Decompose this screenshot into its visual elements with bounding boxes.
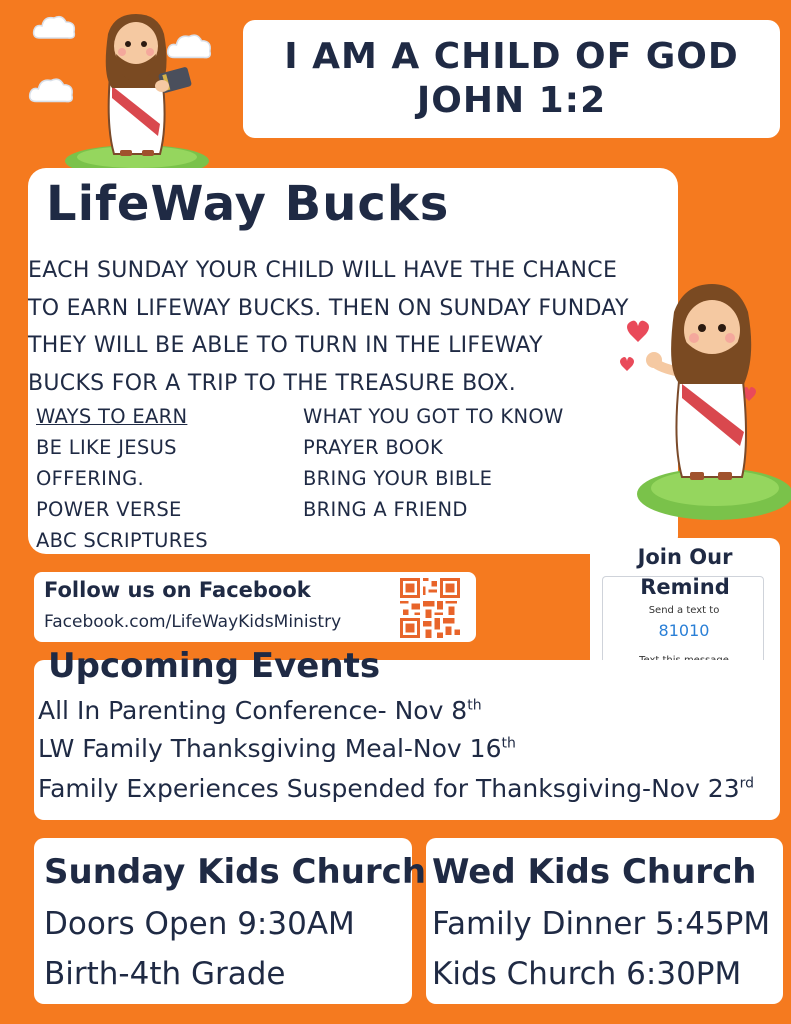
- title-banner: [243, 20, 780, 138]
- list-item: BE LIKE JESUS: [36, 436, 177, 459]
- description-line: THEY WILL BE ABLE TO TURN IN THE LIFEWAY: [28, 333, 543, 358]
- list-item: BRING A FRIEND: [303, 498, 468, 521]
- section-title: Sunday Kids Church: [44, 852, 427, 892]
- list-item: ABC SCRIPTURES: [36, 529, 208, 552]
- schedule-line: Birth-4th Grade: [44, 956, 286, 992]
- jesus-with-book-illustration: [62, 6, 212, 181]
- wed-kids-church-section: [426, 838, 783, 1004]
- list-item: PRAYER BOOK: [303, 436, 444, 459]
- schedule-line: Kids Church 6:30PM: [432, 956, 742, 992]
- ways-to-earn-list: [36, 401, 208, 556]
- list-item: POWER VERSE: [36, 498, 182, 521]
- facebook-url[interactable]: Facebook.com/LifeWayKidsMinistry: [44, 612, 342, 632]
- facebook-section: [34, 572, 476, 642]
- list-heading: WAYS TO EARN: [36, 405, 188, 428]
- lifeway-bucks-section: [28, 168, 678, 554]
- event-item: Family Experiences Suspended for Thanksgiving-Nov 23rd: [38, 774, 755, 803]
- list-heading: WHAT YOU GOT TO KNOW: [303, 405, 564, 428]
- description-line: EACH SUNDAY YOUR CHILD WILL HAVE THE CHANCE: [28, 258, 618, 283]
- bucks-description: [28, 252, 688, 402]
- remind-title-line: Remind: [640, 575, 730, 599]
- section-title: LifeWay Bucks: [46, 176, 450, 232]
- description-line: TO EARN LIFEWAY BUCKS. THEN ON SUNDAY FUNDAY: [28, 295, 629, 321]
- list-item: OFFERING.: [36, 467, 144, 490]
- scripture-reference: JOHN 1:2: [416, 80, 607, 121]
- description-line: BUCKS FOR A TRIP TO THE TREASURE BOX.: [28, 370, 517, 396]
- schedule-line: Family Dinner 5:45PM: [432, 906, 771, 942]
- remind-title-line: Join Our: [637, 545, 733, 569]
- sunday-kids-church-section: [34, 838, 427, 1004]
- list-item: BRING YOUR BIBLE: [303, 467, 493, 490]
- page-title: I AM A CHILD OF GOD: [284, 36, 739, 77]
- event-item: LW Family Thanksgiving Meal-Nov 16th: [38, 734, 516, 763]
- remind-number[interactable]: 81010: [658, 621, 710, 640]
- qr-code-icon[interactable]: [400, 578, 460, 638]
- event-item: All In Parenting Conference- Nov 8th: [38, 696, 482, 725]
- send-label: Send a text to: [648, 605, 720, 616]
- facebook-title: Follow us on Facebook: [44, 578, 311, 602]
- schedule-line: Doors Open 9:30AM: [44, 906, 355, 942]
- section-title: Wed Kids Church: [432, 852, 757, 892]
- upcoming-events-section: [34, 646, 780, 820]
- section-title: Upcoming Events: [48, 646, 381, 686]
- what-to-know-list: [303, 401, 564, 525]
- jesus-waving-illustration: [620, 272, 791, 522]
